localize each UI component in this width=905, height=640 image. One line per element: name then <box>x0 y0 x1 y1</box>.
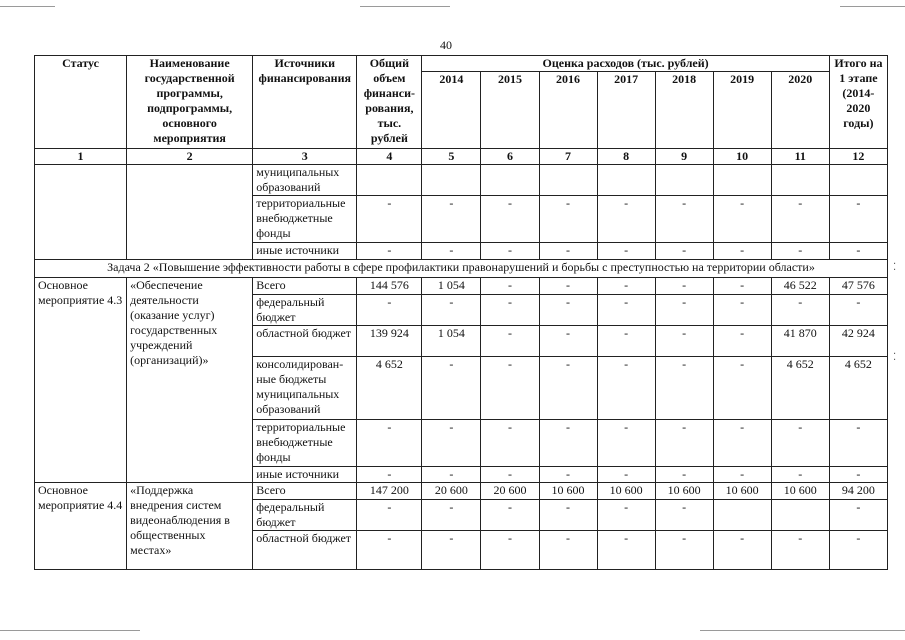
year-amount-cell: 41 870 <box>771 326 829 357</box>
year-amount-cell: - <box>655 357 713 420</box>
budget-table <box>34 55 888 570</box>
year-amount-cell: - <box>481 326 539 357</box>
funding-source: областной бюджет <box>253 326 357 357</box>
year-amount-cell: - <box>597 295 655 326</box>
year-amount-cell: - <box>422 531 481 570</box>
column-number: 11 <box>771 149 829 165</box>
task-title: Задача 2 «Повышение эффективности работы в сфере профилактики правонарушений и борьбы с преступностью на территории области» <box>35 260 888 278</box>
header-stage-total: Итого на 1 этапе (2014-2020 годы) <box>829 56 887 149</box>
year-amount-cell: - <box>597 500 655 531</box>
year-amount-cell: - <box>713 278 771 295</box>
stage-total-cell: 47 576 <box>829 278 887 295</box>
year-amount-cell: - <box>422 420 481 467</box>
year-amount-cell <box>713 500 771 531</box>
total-amount-cell: - <box>357 500 422 531</box>
funding-source: территориальные внебюджетные фонды <box>253 420 357 467</box>
year-amount-cell: - <box>422 357 481 420</box>
year-amount-cell: - <box>771 467 829 483</box>
funding-source: муниципальных образований <box>253 165 357 196</box>
column-number: 10 <box>713 149 771 165</box>
year-amount-cell: 10 600 <box>597 483 655 500</box>
header-row-1 <box>35 56 888 72</box>
column-number: 12 <box>829 149 887 165</box>
year-amount-cell: 10 600 <box>655 483 713 500</box>
measure-row <box>35 278 888 295</box>
task-row <box>35 260 888 278</box>
column-number: 4 <box>357 149 422 165</box>
year-amount-cell: 46 522 <box>771 278 829 295</box>
header-total: Общий объем финанси-рования, тыс. рублей <box>357 56 422 149</box>
stage-total-cell <box>829 165 887 196</box>
year-amount-cell: - <box>655 196 713 243</box>
year-amount-cell <box>422 165 481 196</box>
year-amount-cell: - <box>539 326 597 357</box>
year-amount-cell: - <box>422 196 481 243</box>
year-amount-cell: - <box>481 420 539 467</box>
margin-mark: ⁚ <box>893 262 897 273</box>
top-rule-right <box>840 6 905 7</box>
year-amount-cell: - <box>771 243 829 260</box>
year-amount-cell: - <box>713 420 771 467</box>
header-status: Статус <box>35 56 127 149</box>
column-number: 1 <box>35 149 127 165</box>
total-amount-cell: - <box>357 196 422 243</box>
year-amount-cell: - <box>655 467 713 483</box>
year-amount-cell: - <box>597 420 655 467</box>
year-amount-cell: 4 652 <box>771 357 829 420</box>
year-amount-cell: - <box>597 531 655 570</box>
funding-source: Всего <box>253 278 357 295</box>
year-amount-cell: - <box>655 243 713 260</box>
funding-source: территориальные внебюджетные фонды <box>253 196 357 243</box>
stage-total-cell: - <box>829 196 887 243</box>
margin-mark: ⁚ <box>893 352 897 363</box>
year-amount-cell: 1 054 <box>422 326 481 357</box>
header-year: 2015 <box>481 72 539 149</box>
year-amount-cell: - <box>539 467 597 483</box>
page-number: 40 <box>440 38 452 52</box>
total-amount-cell: 144 576 <box>357 278 422 295</box>
table-body <box>35 56 888 570</box>
year-amount-cell: - <box>713 357 771 420</box>
continuation-row <box>35 165 888 196</box>
top-rule-mid <box>360 6 450 7</box>
header-year: 2019 <box>713 72 771 149</box>
year-amount-cell: - <box>655 326 713 357</box>
header-name: Наименование государственной программы, подпрограммы, основного мероприятия <box>127 56 253 149</box>
total-amount-cell: - <box>357 420 422 467</box>
year-amount-cell: - <box>771 196 829 243</box>
year-amount-cell <box>713 165 771 196</box>
column-number: 9 <box>655 149 713 165</box>
funding-source: федеральный бюджет <box>253 500 357 531</box>
year-amount-cell: 10 600 <box>539 483 597 500</box>
year-amount-cell: - <box>597 243 655 260</box>
year-amount-cell: - <box>539 295 597 326</box>
year-amount-cell: - <box>481 531 539 570</box>
year-amount-cell: - <box>539 196 597 243</box>
total-amount-cell: - <box>357 243 422 260</box>
bottom-rule-right <box>700 630 905 631</box>
year-amount-cell: - <box>713 531 771 570</box>
header-year: 2017 <box>597 72 655 149</box>
stage-total-cell: - <box>829 295 887 326</box>
measure-status: Основное мероприятие 4.4 <box>35 483 127 570</box>
year-amount-cell: - <box>481 243 539 260</box>
measure-name: «Обеспечение деятельности (оказание услуг) государственных учреждений (организаций)» <box>127 278 253 483</box>
funding-source: Всего <box>253 483 357 500</box>
column-number-row <box>35 149 888 165</box>
year-amount-cell: - <box>597 196 655 243</box>
stage-total-cell: 42 924 <box>829 326 887 357</box>
year-amount-cell: - <box>597 467 655 483</box>
column-number: 5 <box>422 149 481 165</box>
column-number: 7 <box>539 149 597 165</box>
year-amount-cell: - <box>713 295 771 326</box>
year-amount-cell: - <box>597 326 655 357</box>
stage-total-cell: 4 652 <box>829 357 887 420</box>
year-amount-cell: 10 600 <box>713 483 771 500</box>
year-amount-cell: - <box>539 357 597 420</box>
year-amount-cell <box>655 165 713 196</box>
year-amount-cell: - <box>481 500 539 531</box>
year-amount-cell: 10 600 <box>771 483 829 500</box>
header-year: 2014 <box>422 72 481 149</box>
stage-total-cell: - <box>829 531 887 570</box>
year-amount-cell: - <box>713 196 771 243</box>
year-amount-cell: 20 600 <box>481 483 539 500</box>
year-amount-cell <box>481 165 539 196</box>
year-amount-cell: 20 600 <box>422 483 481 500</box>
year-amount-cell <box>771 500 829 531</box>
funding-source: федеральный бюджет <box>253 295 357 326</box>
year-amount-cell: - <box>481 467 539 483</box>
column-number: 6 <box>481 149 539 165</box>
measure-row <box>35 483 888 500</box>
year-amount-cell: - <box>655 295 713 326</box>
year-amount-cell <box>539 165 597 196</box>
funding-source: областной бюджет <box>253 531 357 570</box>
year-amount-cell: - <box>597 357 655 420</box>
name-cell-empty <box>127 165 253 260</box>
year-amount-cell <box>597 165 655 196</box>
total-amount-cell <box>357 165 422 196</box>
year-amount-cell: - <box>713 243 771 260</box>
stage-total-cell: - <box>829 467 887 483</box>
year-amount-cell: - <box>655 531 713 570</box>
header-year: 2016 <box>539 72 597 149</box>
year-amount-cell: - <box>422 243 481 260</box>
stage-total-cell: 94 200 <box>829 483 887 500</box>
header-year: 2018 <box>655 72 713 149</box>
year-amount-cell: - <box>481 357 539 420</box>
year-amount-cell <box>771 165 829 196</box>
year-amount-cell: - <box>655 278 713 295</box>
year-amount-cell: - <box>713 467 771 483</box>
year-amount-cell: - <box>422 500 481 531</box>
stage-total-cell: - <box>829 420 887 467</box>
year-amount-cell: - <box>539 500 597 531</box>
total-amount-cell: - <box>357 467 422 483</box>
year-amount-cell: - <box>771 295 829 326</box>
stage-total-cell: - <box>829 243 887 260</box>
status-cell-empty <box>35 165 127 260</box>
column-number: 2 <box>127 149 253 165</box>
funding-source: иные источники <box>253 243 357 260</box>
measure-name: «Поддержка внедрения систем видеонаблюдения в общественных местах» <box>127 483 253 570</box>
total-amount-cell: 147 200 <box>357 483 422 500</box>
header-year: 2020 <box>771 72 829 149</box>
year-amount-cell: 1 054 <box>422 278 481 295</box>
year-amount-cell: - <box>597 278 655 295</box>
year-amount-cell: - <box>771 531 829 570</box>
year-amount-cell: - <box>539 531 597 570</box>
stage-total-cell: - <box>829 500 887 531</box>
total-amount-cell: 4 652 <box>357 357 422 420</box>
total-amount-cell: 139 924 <box>357 326 422 357</box>
header-costs: Оценка расходов (тыс. рублей) <box>422 56 829 72</box>
year-amount-cell: - <box>481 278 539 295</box>
year-amount-cell: - <box>655 420 713 467</box>
funding-source: консолидирован-ные бюджеты муниципальных образований <box>253 357 357 420</box>
total-amount-cell: - <box>357 295 422 326</box>
column-number: 8 <box>597 149 655 165</box>
year-amount-cell: - <box>713 326 771 357</box>
year-amount-cell: - <box>422 295 481 326</box>
year-amount-cell: - <box>539 420 597 467</box>
year-amount-cell: - <box>771 420 829 467</box>
year-amount-cell: - <box>422 467 481 483</box>
year-amount-cell: - <box>655 500 713 531</box>
measure-status: Основное мероприятие 4.3 <box>35 278 127 483</box>
year-amount-cell: - <box>539 243 597 260</box>
bottom-rule-left <box>0 630 140 631</box>
top-rule-left <box>0 6 55 7</box>
year-amount-cell: - <box>481 196 539 243</box>
year-amount-cell: - <box>539 278 597 295</box>
column-number: 3 <box>253 149 357 165</box>
funding-source: иные источники <box>253 467 357 483</box>
total-amount-cell: - <box>357 531 422 570</box>
header-sources: Источники финансирования <box>253 56 357 149</box>
year-amount-cell: - <box>481 295 539 326</box>
